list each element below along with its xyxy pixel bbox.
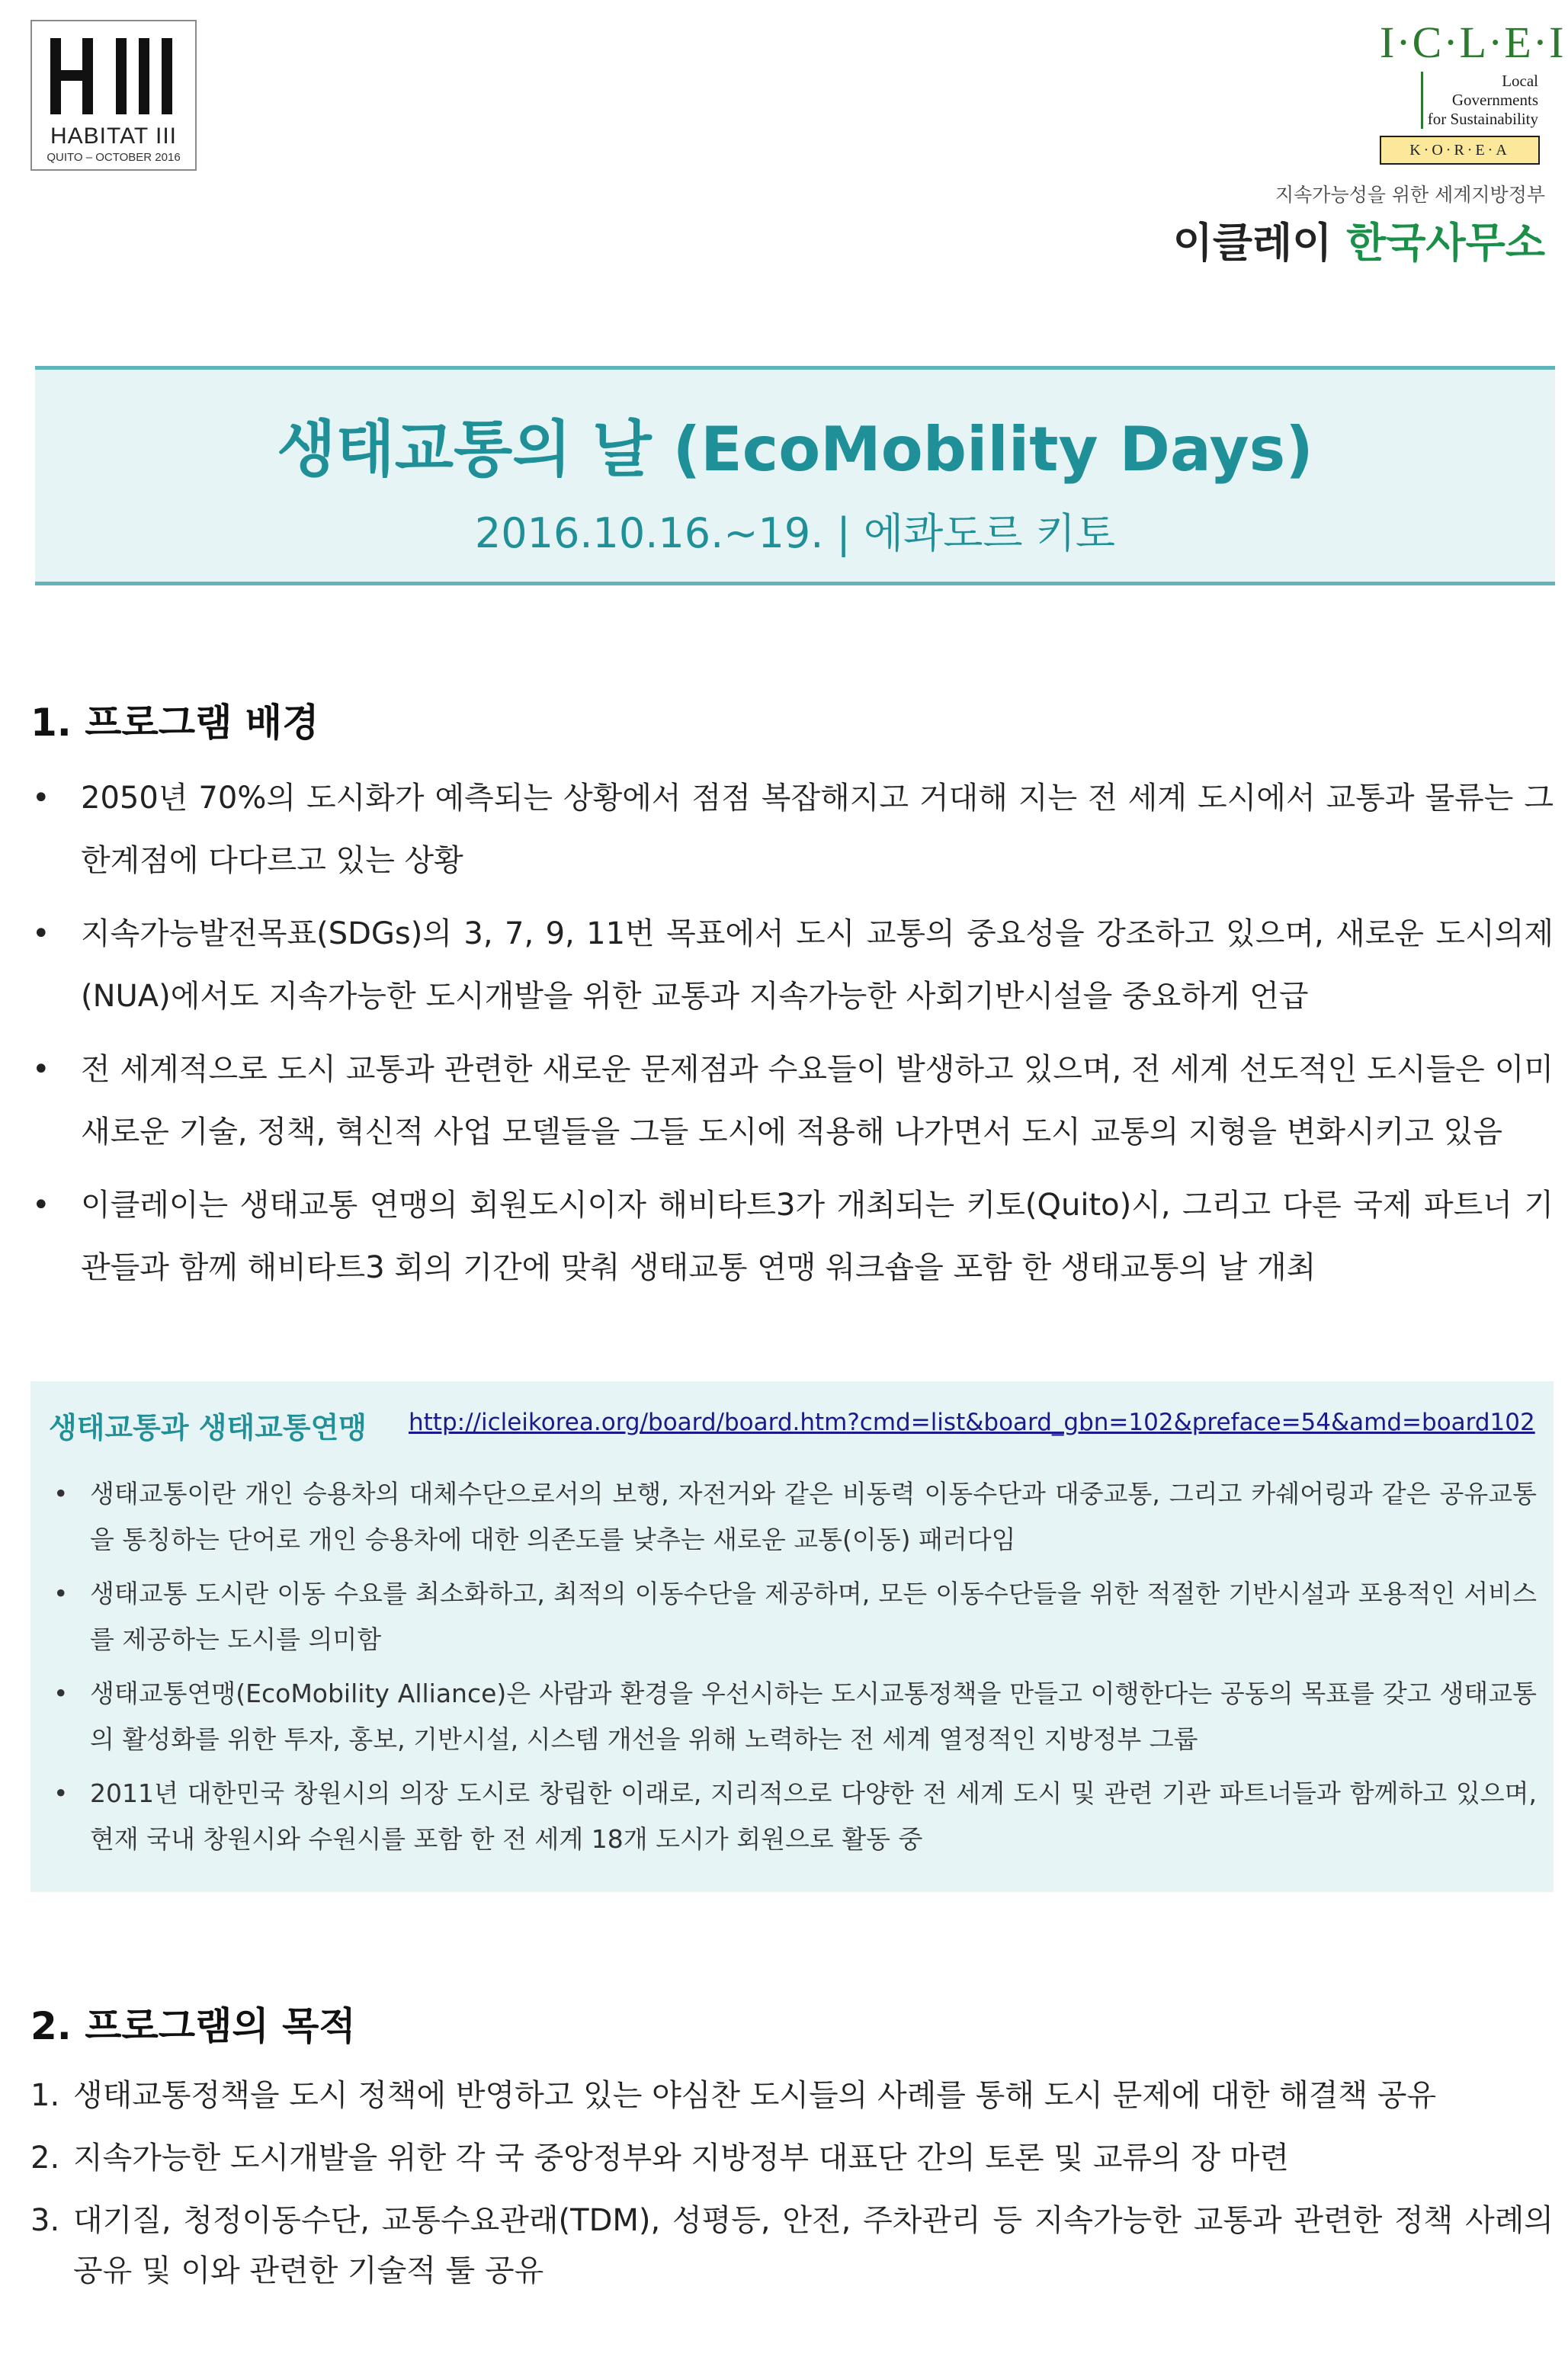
bullet-icon: • [32, 916, 50, 951]
habitat-iii-logo [30, 20, 197, 171]
ecomobility-info-box [30, 1381, 1554, 1892]
office-name-part2: 한국사무소 [1346, 219, 1545, 267]
habitat-logo-sub: QUITO – OCTOBER 2016 [46, 151, 181, 164]
list-item [49, 1571, 1537, 1663]
iclei-tagline-line: Local [1502, 72, 1538, 90]
list-item-text: 생태교통이란 개인 승용차의 대체수단으로서의 보행, 자전거와 같은 비동력 이동수단과 대중교통, 그리고 카쉐어링과 같은 공유교통을 통칭하는 단어로 개인 승용차에 대한 의존도를 낮추는 새로운 교통(이동) 패러다임 [90, 1479, 1537, 1554]
list-item-number: 2. [30, 2141, 60, 2176]
list-item [30, 903, 1554, 1028]
list-item-text: 2050년 70%의 도시화가 예측되는 상황에서 점점 복잡해지고 거대해 지는 전 세계 도시에서 교통과 물류는 그 한계점에 다다르고 있는 상황 [81, 781, 1554, 878]
bullet-icon: • [53, 1479, 69, 1509]
list-item-text: 2011년 대한민국 창원시의 의장 도시로 창립한 이래로, 지리적으로 다양한 전 세계 도시 및 관련 기관 파트너들과 함께하고 있으며, 현재 국내 창원시와 수원시를 포함 한 전 세계 18개 도시가 회원으로 활동 중 [90, 1778, 1537, 1854]
list-item [30, 1174, 1554, 1299]
habitat-logo-name: HABITAT III [50, 123, 178, 149]
iclei-tagline-line: for Sustainability [1427, 110, 1538, 128]
list-item [30, 2195, 1554, 2296]
list-item-text: 지속가능한 도시개발을 위한 각 국 중앙정부와 지방정부 대표단 간의 토론 및 교류의 장 마련 [73, 2141, 1289, 2176]
iclei-korea-badge: K·O·R·E·A [1380, 136, 1540, 165]
list-item-text: 생태교통연맹(EcoMobility Alliance)은 사람과 환경을 우선시하는 도시교통정책을 만들고 이행한다는 공동의 목표를 갖고 생태교통의 활성화를 위한 투자, 홍보, 기반시설, 시스템 개선을 위해 노력하는 전 세계 열정적인 지방정부 그룹 [90, 1679, 1537, 1754]
section-heading-background: 1. 프로그램 배경 [30, 701, 319, 745]
info-box-list [49, 1471, 1537, 1871]
list-item [49, 1471, 1537, 1563]
list-item [49, 1771, 1537, 1862]
title-banner [35, 366, 1555, 585]
iclei-korea-logo [1364, 14, 1566, 159]
list-item-text: 대기질, 청정이동수단, 교통수요관래(TDM), 성평등, 안전, 주차관리 등 지속가능한 교통과 관련한 정책 사례의 공유 및 이와 관련한 기술적 툴 공유 [73, 2203, 1554, 2288]
bullet-icon: • [53, 1679, 69, 1708]
page-title: 생태교통의 날 (EcoMobility Days) [277, 414, 1313, 485]
bullet-icon: • [32, 1052, 50, 1087]
info-box-link[interactable]: http://icleikorea.org/board/board.htm?cmd=list&board_gbn=102&preface=54&amd=board102 [409, 1409, 1535, 1436]
list-item-text: 생태교통정책을 도시 정책에 반영하고 있는 야심찬 도시들의 사례를 통해 도시 문제에 대한 해결책 공유 [73, 2078, 1437, 2113]
bullet-icon: • [53, 1579, 69, 1608]
list-item [30, 2070, 1554, 2121]
bullet-icon: • [53, 1778, 69, 1808]
office-subtitle: 지속가능성을 위한 세계지방정부 [1275, 184, 1545, 206]
list-item-number: 1. [30, 2078, 60, 2113]
habitat-iii-mark-icon [50, 35, 181, 119]
list-item [30, 2133, 1554, 2183]
office-name [1173, 210, 1545, 269]
list-item-text: 생태교통 도시란 이동 수요를 최소화하고, 최적의 이동수단을 제공하며, 모든 이동수단들을 위한 적절한 기반시설과 포용적인 서비스를 제공하는 도시를 의미함 [90, 1579, 1537, 1654]
list-item [49, 1671, 1537, 1762]
list-item-number: 3. [30, 2203, 60, 2238]
section-heading-objectives: 2. 프로그램의 목적 [30, 2004, 356, 2048]
iclei-wordmark: I·C·L·E·I [1380, 18, 1566, 67]
list-item-text: 이클레이는 생태교통 연맹의 회원도시이자 해비타트3가 개최되는 키토(Quito)시, 그리고 다른 국제 파트너 기관들과 함께 해비타트3 회의 기간에 맞춰 생태교통 연맹 워크숍을 포함 한 생태교통의 날 개최 [81, 1188, 1554, 1285]
event-date-location: 2016.10.16.~19. | 에콰도르 키토 [474, 509, 1116, 557]
bullet-icon: • [32, 1188, 50, 1223]
background-bullet-list [30, 767, 1554, 1310]
iclei-tagline [1421, 72, 1538, 129]
objectives-list [30, 2070, 1554, 2308]
list-item-text: 전 세계적으로 도시 교통과 관련한 새로운 문제점과 수요들이 발생하고 있으며, 전 세계 선도적인 도시들은 이미 새로운 기술, 정책, 혁신적 사업 모델들을 그들 도시에 적용해 나가면서 도시 교통의 지형을 변화시키고 있음 [81, 1052, 1554, 1150]
list-item [30, 1038, 1554, 1163]
list-item [30, 767, 1554, 892]
iclei-tagline-line: Governments [1451, 91, 1538, 109]
bullet-icon: • [32, 781, 50, 816]
info-box-title: 생태교통과 생태교통연맹 [49, 1411, 367, 1445]
office-name-part1: 이클레이 [1172, 219, 1347, 267]
list-item-text: 지속가능발전목표(SDGs)의 3, 7, 9, 11번 목표에서 도시 교통의 중요성을 강조하고 있으며, 새로운 도시의제(NUA)에서도 지속가능한 도시개발을 위한 교통과 지속가능한 사회기반시설을 중요하게 언급 [81, 916, 1554, 1014]
